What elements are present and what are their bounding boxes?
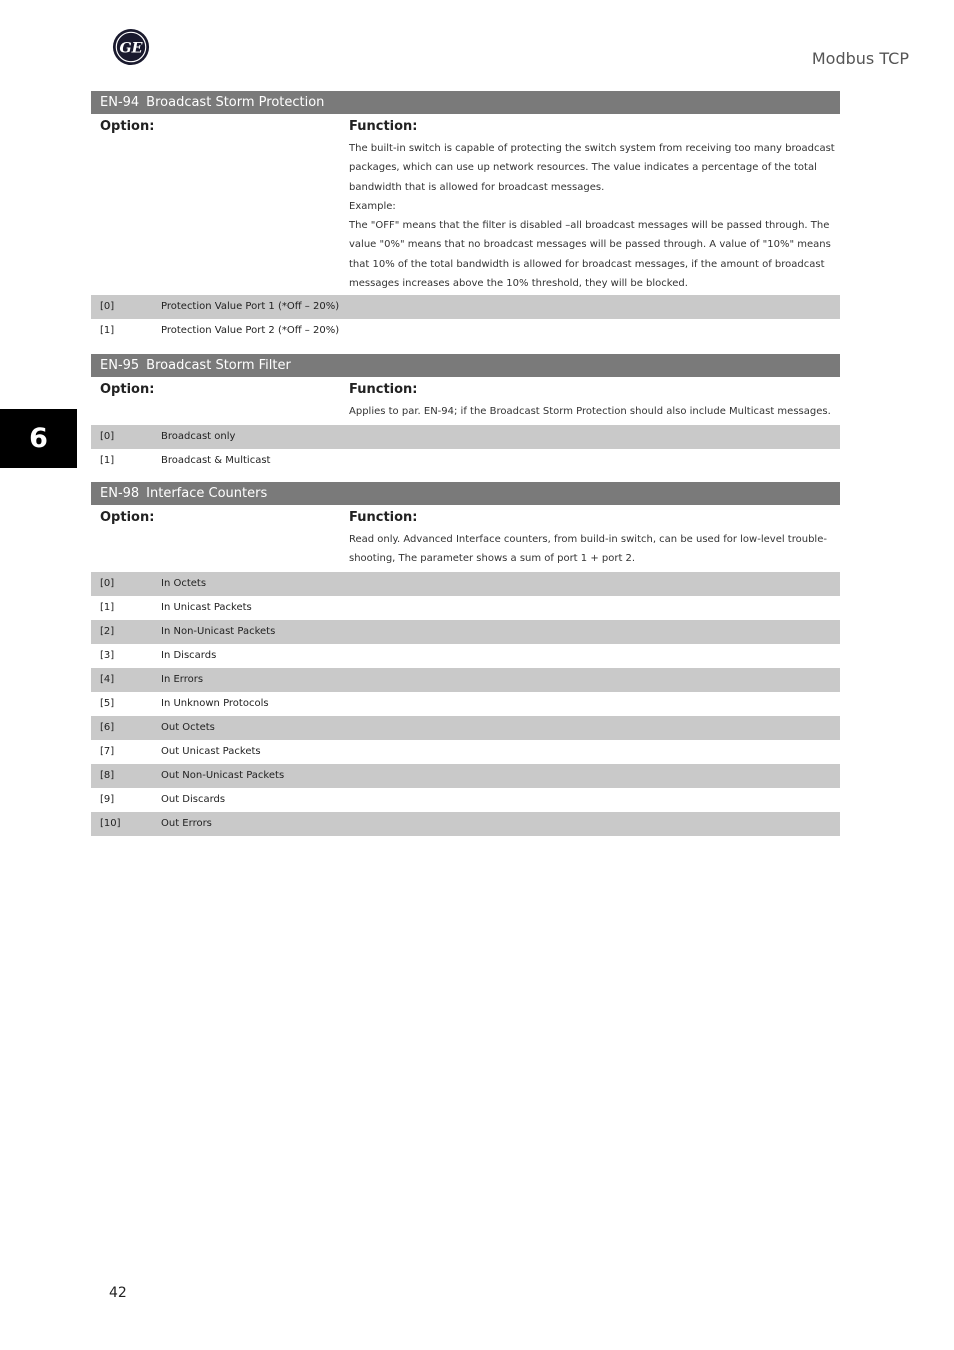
option-index: [9] xyxy=(100,794,115,805)
option-index: [0] xyxy=(100,578,115,589)
ge-monogram-icon xyxy=(112,28,150,66)
option-row xyxy=(91,740,840,764)
option-row xyxy=(91,620,840,644)
option-label: Broadcast only xyxy=(161,431,236,442)
document-header-title: Modbus TCP xyxy=(811,49,909,68)
function-column-header: Function: xyxy=(349,382,418,397)
function-description xyxy=(349,530,837,572)
section-en-95 xyxy=(91,354,840,473)
section-header xyxy=(91,91,840,114)
option-index: [1] xyxy=(100,325,115,337)
function-paragraph: The built-in switch is capable of protecting the switch system from receiving too many broadcast packages, which can use up network resources. The value indicates a percentage of the total bandwidth that is allowed for broadcast messages. xyxy=(349,143,835,193)
function-paragraph: Example: xyxy=(349,200,396,212)
option-row xyxy=(91,764,840,788)
option-column-header: Option: xyxy=(100,382,155,397)
option-label: In Errors xyxy=(161,674,204,685)
option-column-header: Option: xyxy=(100,119,155,134)
option-row xyxy=(91,788,840,812)
section-title: Interface Counters xyxy=(146,486,268,501)
option-index: [0] xyxy=(100,431,115,442)
column-headers xyxy=(91,505,840,530)
section-title: Broadcast Storm Protection xyxy=(146,95,325,110)
option-label: Out Octets xyxy=(161,722,215,733)
option-row xyxy=(91,572,840,596)
function-paragraph: The "OFF" means that the filter is disabled –all broadcast messages will be passed through. The value "0%" means that no broadcast messages will be passed through. A value of "10%" means that 10% of the total bandwidth is allowed for broadcast messages, if the amount of broadcast messages increases above the 10% threshold, they will be blocked. xyxy=(349,220,831,290)
option-row xyxy=(91,716,840,740)
option-row xyxy=(91,449,840,473)
section-en-98 xyxy=(91,482,840,836)
option-label: Out Non-Unicast Packets xyxy=(161,770,285,781)
option-label: In Discards xyxy=(161,650,217,661)
section-title: Broadcast Storm Filter xyxy=(146,358,291,373)
option-row xyxy=(91,596,840,620)
option-label: Out Errors xyxy=(161,818,212,829)
option-label: In Non-Unicast Packets xyxy=(161,626,276,637)
option-label: Protection Value Port 1 (*Off – 20%) xyxy=(161,301,340,313)
chapter-tab xyxy=(0,409,77,468)
section-code: EN-98 xyxy=(100,486,140,501)
option-label: In Unicast Packets xyxy=(161,602,252,613)
function-column-header: Function: xyxy=(349,510,418,525)
option-index: [10] xyxy=(100,818,121,829)
option-index: [5] xyxy=(100,698,115,709)
option-label: In Octets xyxy=(161,578,207,589)
section-code: EN-94 xyxy=(100,95,140,110)
option-index: [1] xyxy=(100,602,115,613)
option-row xyxy=(91,668,840,692)
function-column-header: Function: xyxy=(349,119,418,134)
option-index: [8] xyxy=(100,770,115,781)
svg-text:GE: GE xyxy=(119,40,143,57)
column-headers xyxy=(91,377,840,402)
column-headers xyxy=(91,114,840,139)
function-description xyxy=(349,139,837,295)
option-index: [3] xyxy=(100,650,115,661)
section-header xyxy=(91,482,840,505)
option-label: Protection Value Port 2 (*Off – 20%) xyxy=(161,325,340,337)
section-header xyxy=(91,354,840,377)
option-index: [6] xyxy=(100,722,115,733)
option-label: Out Unicast Packets xyxy=(161,746,261,757)
option-index: [1] xyxy=(100,455,115,466)
section-code: EN-95 xyxy=(100,358,140,373)
option-column-header: Option: xyxy=(100,510,155,525)
option-index: [7] xyxy=(100,746,115,757)
option-label: Broadcast & Multicast xyxy=(161,455,271,466)
function-description xyxy=(349,402,837,425)
option-row xyxy=(91,295,840,319)
option-index: [0] xyxy=(100,301,115,313)
option-label: In Unknown Protocols xyxy=(161,698,269,709)
option-row xyxy=(91,644,840,668)
section-en-94 xyxy=(91,91,840,343)
option-label: Out Discards xyxy=(161,794,226,805)
function-paragraph: Read only. Advanced Interface counters, from build-in switch, can be used for low-level trouble-shooting, The parameter shows a sum of port 1 + port 2. xyxy=(349,534,827,565)
option-index: [2] xyxy=(100,626,115,637)
option-row xyxy=(91,812,840,836)
chapter-number: 6 xyxy=(29,423,48,454)
option-row xyxy=(91,692,840,716)
function-paragraph: Applies to par. EN-94; if the Broadcast Storm Protection should also include Multicast messages. xyxy=(349,406,831,417)
option-index: [4] xyxy=(100,674,115,685)
option-row xyxy=(91,319,840,343)
option-row xyxy=(91,425,840,449)
page-number: 42 xyxy=(109,1285,127,1301)
